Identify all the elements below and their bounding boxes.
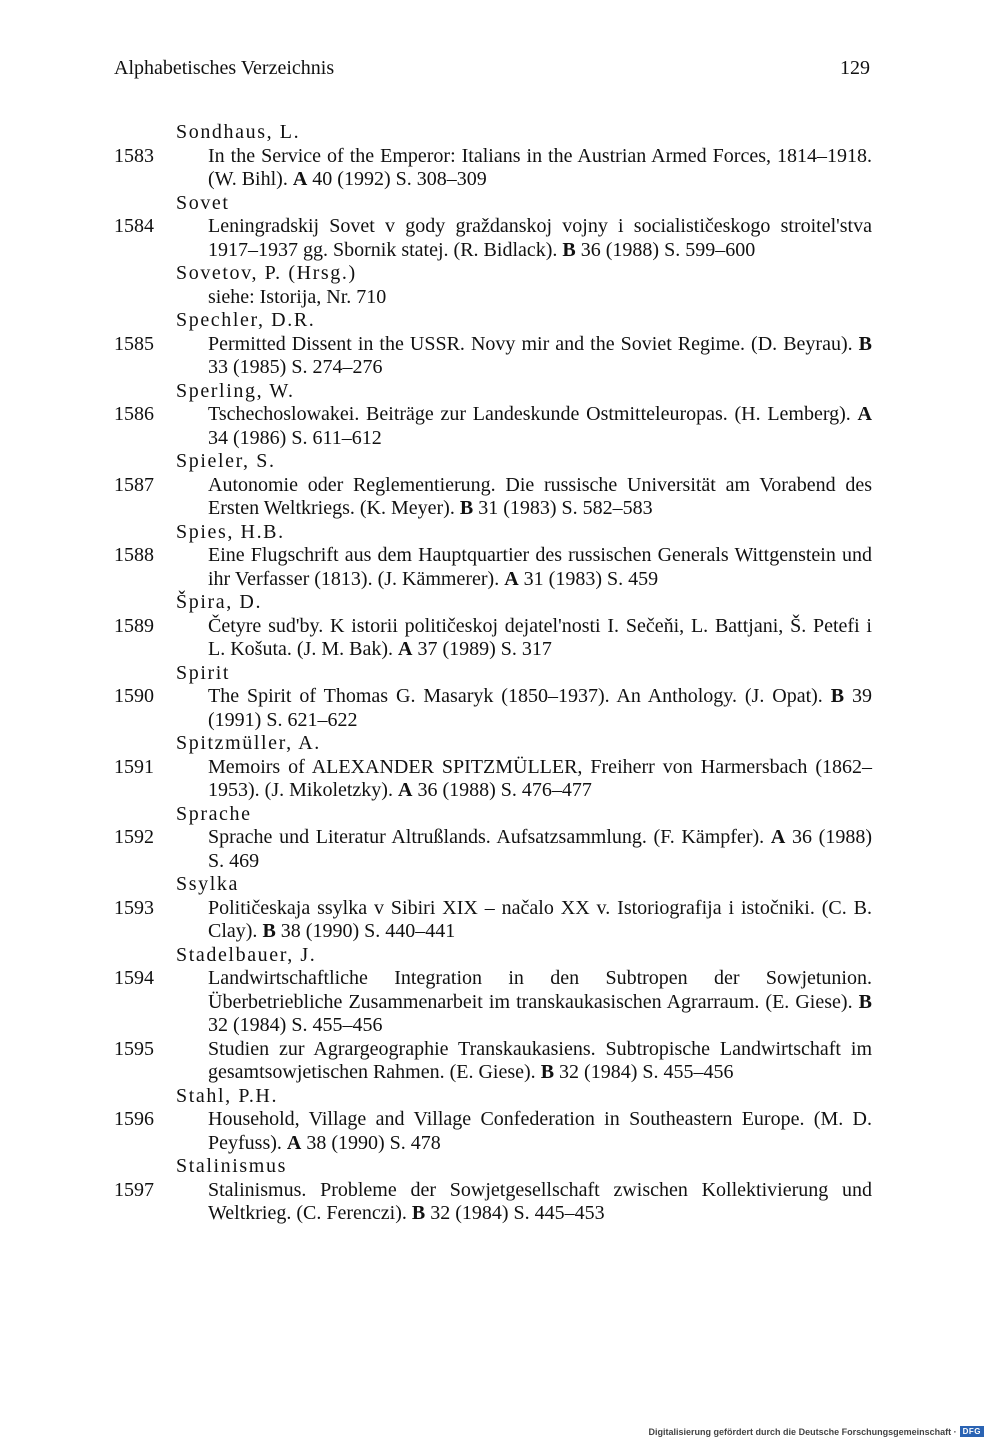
index-entry — [114, 332, 872, 380]
journal-section: A — [857, 403, 872, 425]
index-entry — [114, 896, 872, 944]
entry-number: 1597 — [114, 1178, 154, 1201]
entry-volume: 38 (1990) S. 478 — [301, 1131, 441, 1154]
entry-heading: Spirit — [176, 661, 231, 684]
entry-number: 1593 — [114, 896, 154, 919]
index-entry — [114, 403, 872, 450]
entry-text — [208, 1038, 872, 1084]
entry-citation: Autonomie oder Reglementierung. Die russische Universität am Vorabend des Ersten Weltkriegs. (K. Meyer). — [208, 473, 872, 519]
entry-number: 1591 — [114, 755, 154, 778]
entry-text — [208, 685, 872, 731]
index-entry — [114, 144, 872, 192]
entry-volume: 32 (1984) S. 445–453 — [425, 1202, 605, 1224]
journal-section: B — [830, 685, 845, 707]
entry-heading: Spechler, D.R. — [176, 309, 316, 331]
index-entries — [0, 121, 1000, 1226]
entry-citation: Političeskaja ssylka v Sibiri XIX – načalo XX v. Istoriografija i istočniki. (C. B. Clay). — [208, 896, 872, 942]
journal-section: A — [504, 567, 519, 590]
footer — [649, 1426, 984, 1437]
index-entry — [114, 473, 872, 521]
entry-heading: Stadelbauer, J. — [176, 943, 317, 966]
entry-citation: Studien zur Agrargeographie Transkaukasiens. Subtropische Landwirtschaft im gesamtsowjetischen Rahmen. (E. Giese). — [208, 1037, 872, 1083]
entry-citation: Leningradskij Sovet v gody graždanskoj vojny i socialističeskogo stroitel'stva 1917–1937 gg. Sbornik statej. (R. Bidlack). — [208, 215, 872, 261]
entry-volume: 40 (1992) S. 308–309 — [307, 168, 487, 190]
entry-citation: Landwirtschaftliche Integration in den Subtropen der Sowjetunion. Überbetriebliche Zusammenarbeit im transkaukasischen Agrarraum. (E. Giese). — [208, 967, 872, 1013]
entry-citation: Memoirs of ALEXANDER SPITZMÜLLER, Freiherr von Harmersbach (1862–1953). (J. Mikoletzky). — [208, 755, 872, 801]
entry-number: 1589 — [114, 614, 154, 637]
entry-volume: 39 (1991) S. 621–622 — [208, 685, 873, 731]
entry-text — [208, 544, 872, 590]
entry-citation: In the Service of the Emperor: Italians in the Austrian Armed Forces, 1814–1918. (W. Bihl). — [208, 144, 872, 190]
index-entry — [114, 544, 872, 591]
index-entry — [114, 1178, 872, 1226]
entry-text — [208, 897, 872, 943]
entry-citation: The Spirit of Thomas G. Masaryk (1850–1937). An Anthology. (J. Opat). — [208, 685, 831, 707]
entry-citation: Tschechoslowakei. Beiträge zur Landeskunde Ostmitteleuropas. (H. Lemberg). — [208, 403, 858, 425]
journal-section: A — [397, 779, 413, 801]
footer-credit: Digitalisierung gefördert durch die Deutsche Forschungsgemeinschaft · — [648, 1426, 957, 1437]
entry-citation: Stalinismus. Probleme der Sowjetgesellschaft zwischen Kollektivierung und Weltkrieg. (C. Ferenczi). — [208, 1178, 872, 1224]
index-entry — [208, 286, 872, 310]
journal-section: B — [411, 1202, 426, 1224]
entry-number: 1584 — [114, 215, 154, 237]
entry-number: 1596 — [114, 1108, 154, 1130]
entry-number: 1586 — [114, 403, 154, 425]
index-entry — [114, 215, 872, 262]
entry-volume: 32 (1984) S. 455–456 — [554, 1061, 734, 1083]
dfg-logo: DFG — [960, 1426, 984, 1437]
entry-text — [208, 145, 872, 191]
entry-number: 1590 — [114, 685, 154, 707]
entry-text — [208, 333, 872, 379]
entry-citation: siehe: Istorija, Nr. 710 — [208, 285, 387, 308]
index-entry — [114, 967, 872, 1038]
entry-volume: 37 (1989) S. 317 — [412, 638, 552, 660]
entry-text — [208, 1179, 872, 1225]
journal-section: B — [459, 497, 474, 519]
entry-volume: 32 (1984) S. 455–456 — [208, 1014, 383, 1036]
entry-heading: Sovetov, P. (Hrsg.) — [176, 262, 357, 284]
journal-section: B — [562, 238, 576, 261]
journal-section: A — [292, 168, 308, 190]
entry-number: 1595 — [114, 1037, 154, 1060]
entry-text — [208, 215, 872, 261]
entry-number: 1594 — [114, 967, 154, 989]
entry-text — [208, 1108, 872, 1154]
entry-text — [208, 756, 872, 802]
entry-heading: Sovet — [176, 191, 230, 214]
index-entry — [114, 685, 873, 732]
journal-section: B — [540, 1061, 555, 1083]
running-head — [114, 55, 870, 81]
entry-number: 1587 — [114, 473, 154, 496]
entry-heading: Spitzmüller, A. — [176, 732, 321, 754]
page-number: 129 — [840, 57, 870, 79]
entry-volume: 31 (1983) S. 459 — [518, 567, 659, 590]
entry-heading: Špira, D. — [176, 591, 263, 613]
entry-volume: 36 (1988) S. 469 — [208, 826, 873, 872]
entry-text — [208, 286, 386, 308]
entry-citation: Household, Village and Village Confederation in Southeastern Europe. (M. D. Peyfuss). — [208, 1108, 872, 1154]
entry-citation: Četyre sud'by. K istorii političeskoj dejatel'nosti I. Sečeňi, L. Battjani, Š. Petefi i L. Košuta. (J. M. Bak). — [208, 614, 872, 660]
entry-text — [208, 403, 872, 449]
entry-text — [208, 826, 872, 872]
entry-heading: Stalinismus — [176, 1155, 287, 1177]
journal-section: B — [858, 332, 872, 355]
journal-section: A — [397, 638, 413, 660]
entry-heading: Sperling, W. — [176, 379, 295, 402]
entry-text — [208, 967, 872, 1036]
journal-section: B — [262, 920, 276, 942]
journal-section: B — [858, 990, 872, 1013]
entry-number: 1583 — [114, 144, 154, 167]
entry-volume: 38 (1990) S. 440–441 — [275, 920, 456, 942]
entry-text — [208, 615, 872, 661]
index-entry — [114, 1108, 872, 1155]
index-entry — [114, 826, 873, 873]
entry-volume: 34 (1986) S. 611–612 — [208, 426, 382, 449]
entry-volume: 36 (1988) S. 599–600 — [575, 238, 756, 261]
entry-volume: 31 (1983) S. 582–583 — [473, 497, 653, 519]
journal-section: A — [286, 1131, 302, 1154]
entry-heading: Spieler, S. — [176, 450, 276, 472]
entry-heading: Sprache — [176, 802, 252, 825]
entry-heading: Sondhaus, L. — [176, 121, 301, 143]
index-entry — [114, 614, 872, 662]
entry-text — [208, 474, 872, 520]
journal-section: A — [770, 826, 786, 848]
entry-citation: Sprache und Literatur Altrußlands. Aufsatzsammlung. (F. Kämpfer). — [208, 826, 771, 848]
entry-heading: Ssylka — [176, 873, 239, 895]
page-title: Alphabetisches Verzeichnis — [114, 57, 335, 79]
entry-heading: Stahl, P.H. — [176, 1084, 279, 1107]
index-entry — [114, 1037, 872, 1085]
entry-number: 1588 — [114, 544, 154, 566]
entry-citation: Permitted Dissent in the USSR. Novy mir and the Soviet Regime. (D. Beyrau). — [208, 332, 859, 355]
entry-heading: Spies, H.B. — [176, 520, 285, 543]
entry-volume: 33 (1985) S. 274–276 — [208, 356, 383, 378]
entry-volume: 36 (1988) S. 476–477 — [412, 779, 592, 801]
entry-citation: Eine Flugschrift aus dem Hauptquartier des russischen Generals Wittgenstein und ihr Verfasser (1813). (J. Kämmerer). — [208, 544, 872, 590]
index-entry — [114, 755, 872, 803]
entry-number: 1592 — [114, 826, 154, 848]
entry-number: 1585 — [114, 332, 154, 355]
